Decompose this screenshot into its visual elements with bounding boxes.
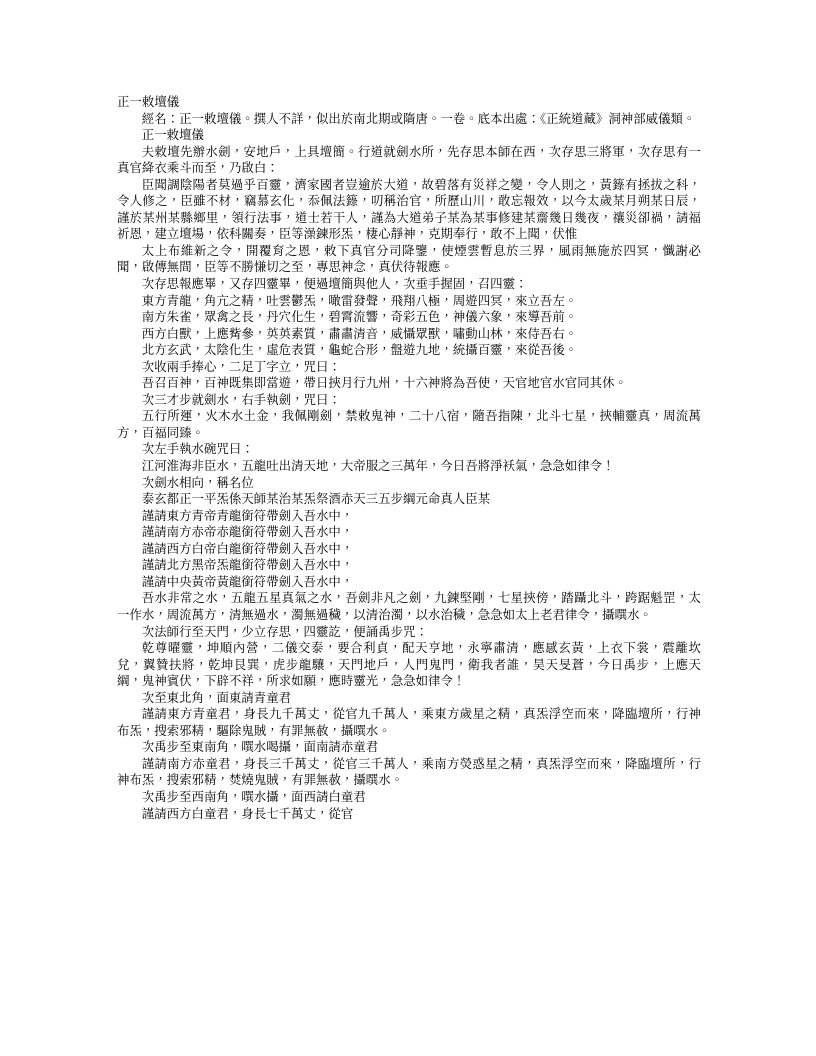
paragraph: 次存思報應畢，又存四靈畢，便過壇簡與他人，次垂手握固，召四靈： — [141, 276, 528, 292]
paragraph-incantation: 吾召百神，百神既集即當遊，帶日挾月行九州，十六神將為吾使，天官地官水官同其休。 — [141, 375, 627, 391]
paragraph-yubu-incantation: 乾尊曜靈，坤順內營，二儀交泰，要合利貞，配天亨地，永寧肅清，應感玄黃，上衣下裳，震離坎兌，翼贊扶將，乾坤艮巽，虎步龍驤，天門地戶，人門鬼門，衛我者誰，昊天旻蒼，今日禹步，上應天綱，鬼神賓伏，下辟不祥，所求如願，應時靈光，急急如律令！ — [117, 640, 701, 689]
document-title: 正一敕壇儀 — [117, 94, 180, 109]
paragraph: 次法師行至天門，少立存思，四靈訖，便誦禹步咒： — [141, 623, 428, 639]
paragraph: 次左手執水碗咒曰： — [141, 441, 254, 457]
paragraph: 次劍水相向，稱名位 — [141, 474, 254, 490]
paragraph-title-position: 泰玄都正一平炁係天師某治某炁祭酒赤天三五步綱元命真人臣某 — [141, 491, 491, 507]
paragraph: 太上布維新之令，開覆育之恩，敕下真官分司降鑒，使煙雲暫息於三界，風雨無施於四冥，懺謝必聞，啟傳無間，臣等不勝慊切之至，專思神念，真伏待報應。 — [117, 242, 701, 275]
paragraph-section-heading: 正一敕壇儀 — [141, 127, 204, 143]
paragraph-invocation-west: 謹請西方白帝白龍銜符帶劍入吾水中， — [141, 540, 354, 556]
paragraph-east-azure-dragon: 東方青龍，角亢之精，吐雲鬱炁，噉雷發聲，飛翔八極，周遊四冥，來立吾左。 — [141, 292, 578, 308]
paragraph: 臣聞調陰陽者莫過乎百靈，濟家國者豈逾於大道，故碧落有災祥之變，令人則之，黃籙有拯拔之科，令人修之，臣雖不材，竊慕玄化，忝佩法籙，叨稱治官，所歷山川，敢忘報效，以今太歲某月朔某日辰，謹於某州某縣鄉里，領行法事，道士若干人，謹為大道弟子某為某事修建某齋幾日幾夜，禳災卻禍，請福祈恩，建立壇場，依科關奏，臣等澡鍊形炁，棲心靜神，克期奉行，敢不上聞，伏惟 — [117, 176, 701, 242]
document-text-body — [117, 94, 701, 822]
paragraph: 吾水非常之水，五龍五星真氣之水，吾劍非凡之劍，九鍊堅剛，七星挾傍，踏躡北斗，跨踞魁罡，太一作水，周流萬方，清無過水，濁無過穢，以清治濁，以水治穢，急急如太上老君律令，攝噀水。 — [117, 590, 701, 622]
paragraph-invocation-azure-lad: 謹請東方青童君，身長九千萬丈，從官九千萬人，乘東方歲星之精，真炁浮空而來，降臨壇所，行神布炁，搜索邪精，驅除鬼賊，有罪無赦，攝噀水。 — [117, 706, 701, 738]
paragraph-west-white-tiger: 西方白獸，上應觜參，英英素質，肅肅清音，威懾眾獸，嘯動山林，來侍吾右。 — [141, 325, 578, 341]
paragraph-invocation-south: 謹請南方赤帝赤龍銜符帶劍入吾水中， — [141, 524, 354, 540]
paragraph: 次禹步至東南角，噀水喝攝，面南請赤童君 — [141, 739, 379, 755]
paragraph-south-vermilion-bird: 南方朱雀，眾禽之長，丹穴化生，碧霄流響，奇彩五色，神儀六象，來導吾前。 — [141, 309, 578, 325]
paragraph-incantation: 江河淮海非臣水，五龍吐出清天地，大帝服之三萬年，今日吾將淨袄氣，急急如律令！ — [141, 458, 615, 474]
paragraph-north-black-tortoise: 北方玄武，太陰化生，虛危表質，龜蛇合形，盤遊九地，統攝百靈，來從吾後。 — [141, 342, 578, 358]
paragraph-invocation-white-lad: 謹請西方白童君，身長七千萬丈，從官 — [141, 805, 354, 821]
paragraph: 次收兩手捧心，二足丁字立，咒曰： — [141, 358, 341, 374]
paragraph-incantation: 五行所運，火木水土金，我佩剛劍，禁敕鬼神，二十八宿，隨吾指陳，北斗七星，挾輔靈真，周流萬方，百福同臻。 — [117, 408, 701, 440]
paragraph: 次三才步就劍水，右手執劍，咒曰： — [141, 391, 341, 407]
paragraph-invocation-red-lad: 謹請南方赤童君，身長三千萬丈，從官三千萬人，乘南方熒惑星之精，真炁浮空而來，降臨壇所，行神布炁，搜索邪精，焚燒鬼賊，有罪無赦，攝噀水。 — [117, 755, 701, 788]
paragraph-invocation-north: 謹請北方黑帝炁龍銜符帶劍入吾水中， — [141, 557, 354, 573]
paragraph: 次禹步至西南角，噀水攝，面西請白童君 — [141, 788, 366, 804]
paragraph: 夫敕壇先辦水劍，安地戶，上具壇簡。行道就劍水所，先存思本師在西，次存思三將軍，次存思有一真官絳衣乘斗而至，乃啟白： — [117, 143, 701, 176]
paragraph-scripture-name: 經名：正一敕壇儀。撰人不詳，似出於南北期或隋唐。一卷。底本出處：《正統道藏》洞神部威儀類。 — [141, 110, 696, 126]
paragraph: 次至東北角，面東請青童君 — [141, 689, 292, 705]
paragraph-invocation-center: 謹請中央黃帝黃龍銜符帶劍入吾水中， — [141, 573, 354, 589]
paragraph-invocation-east: 謹請東方青帝青龍銜符帶劍入吾水中， — [141, 507, 354, 523]
